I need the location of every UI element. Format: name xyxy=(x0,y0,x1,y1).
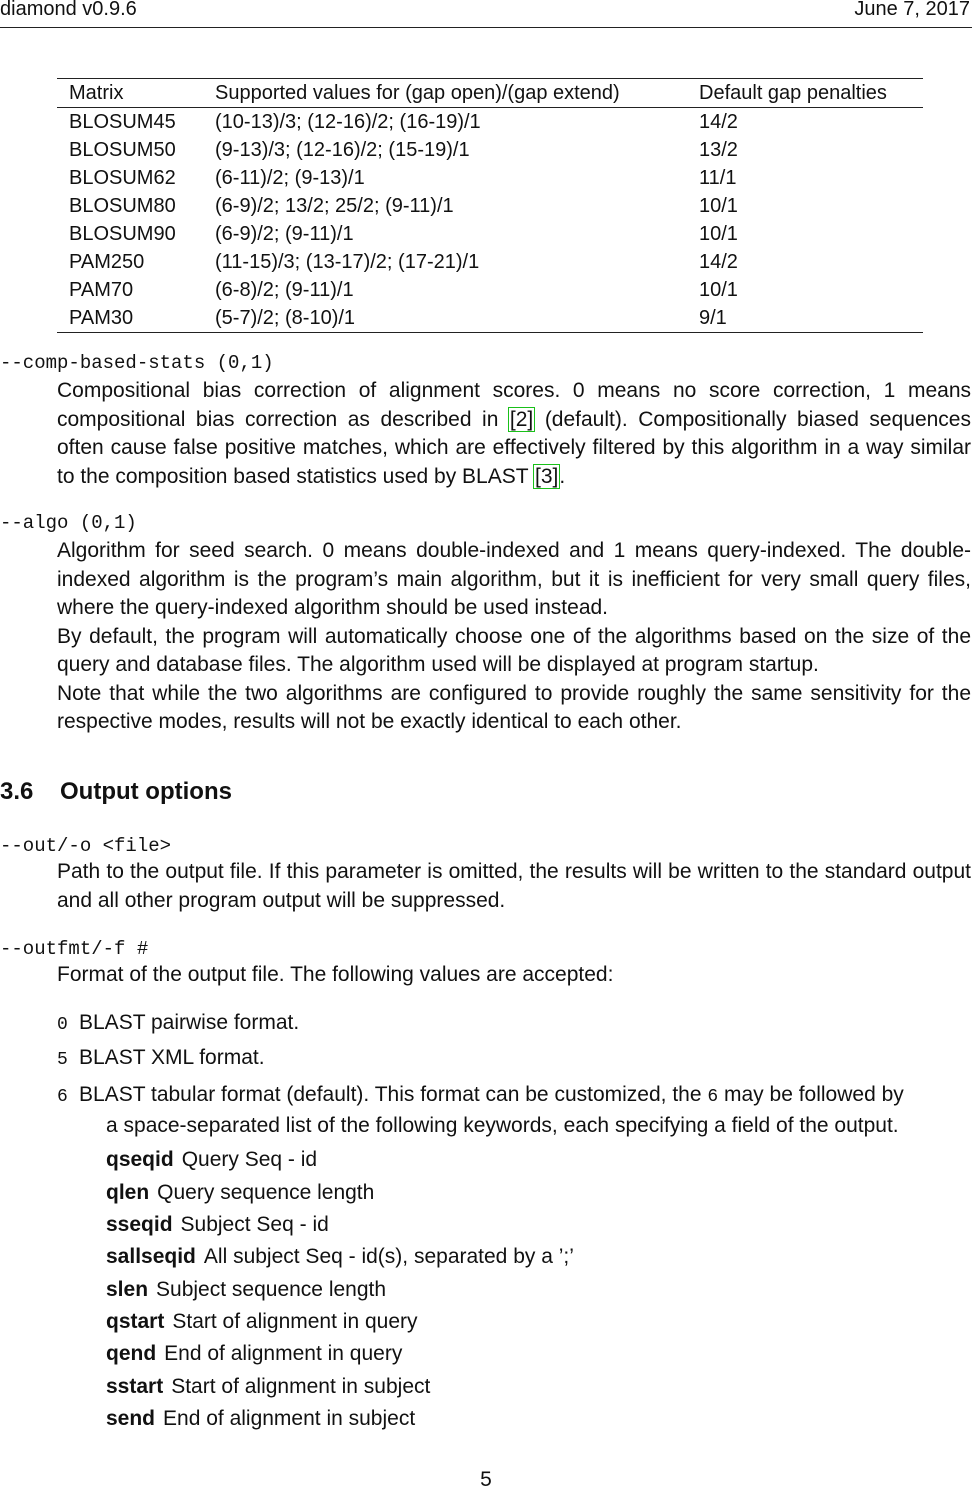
out-description: Path to the output file. If this parameter is omitted, the results will be written to the standard output and all other program output will be suppressed. xyxy=(57,860,971,912)
default-penalty-cell: 10/1 xyxy=(699,195,738,217)
section-number: 3.6 xyxy=(0,778,34,805)
algo-description xyxy=(57,537,971,737)
matrix-cell: PAM30 xyxy=(57,304,203,333)
algo-paragraph-2: By default, the program will automatically choose one of the algorithms based on the size of the query and database files. The algorithm used will be displayed at program startup. xyxy=(57,624,971,676)
matrix-cell: PAM70 xyxy=(69,279,134,301)
format-text-continuation: a space-separated list of the following keywords, each specifying a field of the output. xyxy=(106,1113,899,1137)
keyword-name: sseqid xyxy=(106,1213,173,1236)
keyword-name: sstart xyxy=(106,1375,164,1398)
table-row xyxy=(57,192,923,220)
format-code: 5 xyxy=(57,1050,68,1070)
table-row xyxy=(57,164,923,192)
keyword-desc: Start of alignment in query xyxy=(172,1310,418,1333)
keyword-desc: Subject sequence length xyxy=(156,1278,387,1301)
table-row xyxy=(57,108,923,137)
keyword-name: send xyxy=(106,1407,156,1430)
matrix-cell: PAM250 xyxy=(69,251,145,273)
keyword-name: qend xyxy=(106,1342,157,1365)
supported-values-cell: (6-9)/2; (9-11)/1 xyxy=(215,223,354,245)
outfmt-option: --outfmt/-f # xyxy=(0,938,149,960)
citation-link-3[interactable]: [3] xyxy=(535,464,559,488)
table-header-row xyxy=(57,79,923,108)
table-row xyxy=(57,276,923,304)
out-option: --out/-o <file> xyxy=(0,835,172,857)
comp-text-3: . xyxy=(559,464,566,488)
keyword-desc: Subject Seq - id xyxy=(180,1213,329,1236)
format-text: BLAST tabular format (default). This format can be customized, the xyxy=(79,1083,708,1106)
supported-values-cell: (6-9)/2; 13/2; 25/2; (9-11)/1 xyxy=(215,195,454,217)
keyword-desc: Query Seq - id xyxy=(181,1148,318,1171)
keyword-item xyxy=(106,1406,415,1432)
supported-values-cell: (5-7)/2; (8-10)/1 xyxy=(203,304,687,333)
format-item-6 xyxy=(57,1081,971,1140)
keyword-desc: Query sequence length xyxy=(157,1181,375,1204)
algo-option: --algo (0,1) xyxy=(0,512,137,534)
default-penalty-cell: 13/2 xyxy=(699,139,738,161)
keyword-item xyxy=(106,1341,402,1367)
table-row xyxy=(57,248,923,276)
keyword-item xyxy=(106,1147,317,1173)
supported-values-cell: (11-15)/3; (13-17)/2; (17-21)/1 xyxy=(215,251,480,273)
keyword-desc: End of alignment in query xyxy=(164,1342,403,1365)
keyword-item xyxy=(106,1277,386,1303)
matrix-cell: BLOSUM62 xyxy=(69,167,176,189)
format-item-5 xyxy=(57,1044,971,1075)
header-version: diamond v0.9.6 xyxy=(0,0,137,20)
column-header: Matrix xyxy=(57,79,203,108)
keyword-item xyxy=(106,1244,574,1270)
matrix-cell: BLOSUM45 xyxy=(69,111,176,133)
section-heading xyxy=(0,778,232,806)
supported-values-cell: (6-11)/2; (9-13)/1 xyxy=(215,167,365,189)
comp-based-stats-description xyxy=(57,377,971,491)
supported-values-cell: (9-13)/3; (12-16)/2; (15-19)/1 xyxy=(215,139,470,161)
supported-values-cell: (10-13)/3; (12-16)/2; (16-19)/1 xyxy=(215,111,481,133)
table-row xyxy=(57,136,923,164)
keyword-item xyxy=(106,1180,374,1206)
table-row xyxy=(57,220,923,248)
matrix-cell: BLOSUM50 xyxy=(69,139,176,161)
keyword-name: qstart xyxy=(106,1310,165,1333)
default-penalty-cell: 11/1 xyxy=(699,167,737,189)
keyword-name: qseqid xyxy=(106,1148,174,1171)
default-penalty-cell: 10/1 xyxy=(699,223,738,245)
format-code: 0 xyxy=(57,1015,68,1035)
keyword-desc: All subject Seq - id(s), separated by a ’;’ xyxy=(203,1245,574,1268)
comp-text-2: (default). Compositionally biased sequences often cause false positive matches, which are effectively filtered by this algorithm in a way similar to the composition based statistics used by BLAST xyxy=(57,407,971,488)
matrix-cell: BLOSUM80 xyxy=(69,195,176,217)
column-header: Default gap penalties xyxy=(687,79,923,108)
column-header: Supported values for (gap open)/(gap extend) xyxy=(203,79,687,108)
keyword-item xyxy=(106,1309,418,1335)
gap-penalty-table xyxy=(57,78,923,333)
default-penalty-cell: 14/2 xyxy=(699,251,738,273)
keyword-item xyxy=(106,1374,430,1400)
comp-text-1: Compositional bias correction of alignment scores. 0 means no score correction, 1 means compositional bias correction as described in xyxy=(57,379,971,431)
header-date: June 7, 2017 xyxy=(854,0,970,20)
format-item-0 xyxy=(57,1009,971,1040)
format-text: BLAST XML format. xyxy=(79,1046,265,1069)
format-text-cont: may be followed by xyxy=(718,1083,904,1106)
supported-values-cell: (6-8)/2; (9-11)/1 xyxy=(215,279,354,301)
comp-based-stats-option: --comp-based-stats (0,1) xyxy=(0,352,274,374)
keyword-desc: Start of alignment in subject xyxy=(171,1375,431,1398)
section-title: Output options xyxy=(60,778,232,805)
table-row xyxy=(57,304,923,333)
keyword-desc: End of alignment in subject xyxy=(163,1407,416,1430)
keyword-name: sallseqid xyxy=(106,1245,196,1268)
format-code: 6 xyxy=(57,1087,68,1107)
default-penalty-cell: 14/2 xyxy=(699,111,738,133)
outfmt-description: Format of the output file. The following values are accepted: xyxy=(57,963,614,986)
citation-link-2[interactable]: [2] xyxy=(509,407,534,431)
matrix-cell: BLOSUM90 xyxy=(69,223,176,245)
algo-paragraph-1: Algorithm for seed search. 0 means double-indexed and 1 means query-indexed. The double-indexed algorithm is the program’s main algorithm, but it is inefficient for very small query files, where the query-indexed algorithm should be used instead. xyxy=(57,539,971,619)
algo-paragraph-3: Note that while the two algorithms are configured to provide roughly the same sensitivity for the respective modes, results will not be exactly identical to each other. xyxy=(57,681,971,733)
default-penalty-cell: 10/1 xyxy=(699,279,738,301)
page-number: 5 xyxy=(480,1468,492,1491)
page-header xyxy=(0,0,972,28)
keyword-name: qlen xyxy=(106,1181,150,1204)
inline-code: 6 xyxy=(707,1087,719,1107)
keyword-name: slen xyxy=(106,1278,149,1301)
default-penalty-cell: 9/1 xyxy=(687,304,923,333)
keyword-item xyxy=(106,1212,329,1238)
format-text: BLAST pairwise format. xyxy=(79,1011,300,1034)
